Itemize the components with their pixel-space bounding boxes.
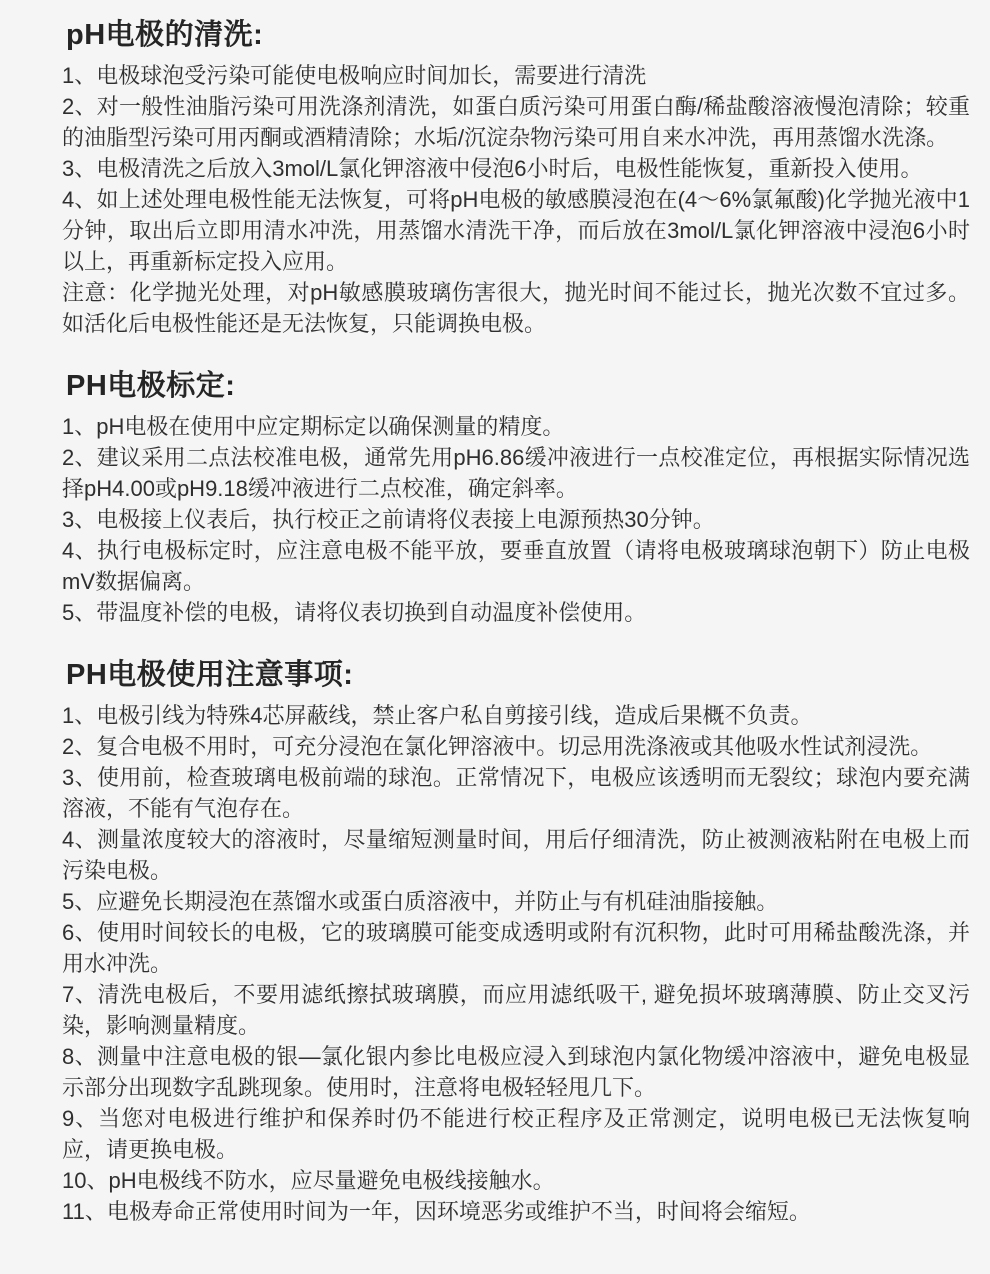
list-item: 10、pH电极线不防水，应尽量避免电极线接触水。 [62,1168,555,1193]
list-item: 2、复合电极不用时，可充分浸泡在氯化钾溶液中。切忌用洗涤液或其他吸水性试剂浸洗。 [62,734,933,759]
list-item: 8、测量中注意电极的银—氯化银内参比电极应浸入到球泡内氯化物缓冲溶液中，避免电极显示部分出现数字乱跳现象。使用时，注意将电极轻轻甩几下。 [62,1044,970,1100]
list-item: 4、测量浓度较大的溶液时，尽量缩短测量时间，用后仔细清洗，防止被测液粘附在电极上而污染电极。 [62,827,970,883]
section-items [62,60,970,339]
list-item: 11、电极寿命正常使用时间为一年，因环境恶劣或维护不当，时间将会缩短。 [62,1199,811,1224]
section [62,367,970,628]
section-heading: PH电极使用注意事项: [66,659,354,691]
list-item: 1、pH电极在使用中应定期标定以确保测量的精度。 [62,414,565,439]
list-item: 1、电极引线为特殊4芯屏蔽线，禁止客户私自剪接引线，造成后果概不负责。 [62,703,813,728]
list-item: 3、使用前，检查玻璃电极前端的球泡。正常情况下，电极应该透明而无裂纹；球泡内要充满溶液，不能有气泡存在。 [62,765,970,821]
list-item: 4、执行电极标定时，应注意电极不能平放，要垂直放置（请将电极玻璃球泡朝下）防止电极mV数据偏离。 [62,538,970,594]
section-items [62,700,970,1227]
section [62,16,970,339]
section-heading: pH电极的清洗: [66,19,264,51]
section-items [62,411,970,628]
section [62,656,970,1227]
list-item: 7、清洗电极后，不要用滤纸擦拭玻璃膜，而应用滤纸吸干, 避免损坏玻璃薄膜、防止交叉污染，影响测量精度。 [62,982,970,1038]
list-item: 3、电极接上仪表后，执行校正之前请将仪表接上电源预热30分钟。 [62,507,715,532]
list-item: 5、带温度补偿的电极，请将仪表切换到自动温度补偿使用。 [62,600,647,625]
list-item: 6、使用时间较长的电极，它的玻璃膜可能变成透明或附有沉积物，此时可用稀盐酸洗涤，并用水冲洗。 [62,920,970,976]
list-item: 注意：化学抛光处理，对pH敏感膜玻璃伤害很大，抛光时间不能过长，抛光次数不宜过多。如活化后电极性能还是无法恢复，只能调换电极。 [62,280,970,336]
list-item: 1、电极球泡受污染可能使电极响应时间加长，需要进行清洗 [62,63,647,88]
list-item: 2、对一般性油脂污染可用洗涤剂清洗，如蛋白质污染可用蛋白酶/稀盐酸溶液慢泡清除；较重的油脂型污染可用丙酮或酒精清除；水垢/沉淀杂物污染可用自来水冲洗，再用蒸馏水洗涤。 [62,94,970,150]
list-item: 3、电极清洗之后放入3mol/L氯化钾溶液中侵泡6小时后，电极性能恢复，重新投入使用。 [62,156,923,181]
list-item: 4、如上述处理电极性能无法恢复，可将pH电极的敏感膜浸泡在(4～6%氯氟酸)化学抛光液中1分钟，取出后立即用清水冲洗，用蒸馏水清洗干净，而后放在3mol/L氯化钾溶液中浸泡6小时以上，再重新标定投入应用。 [62,187,970,274]
list-item: 9、当您对电极进行维护和保养时仍不能进行校正程序及正常测定，说明电极已无法恢复响应，请更换电极。 [62,1106,970,1162]
section-heading: PH电极标定: [66,370,236,402]
list-item: 5、应避免长期浸泡在蒸馏水或蛋白质溶液中，并防止与有机硅油脂接触。 [62,889,779,914]
list-item: 2、建议采用二点法校准电极，通常先用pH6.86缓冲液进行一点校准定位，再根据实际情况选择pH4.00或pH9.18缓冲液进行二点校准，确定斜率。 [62,445,970,501]
